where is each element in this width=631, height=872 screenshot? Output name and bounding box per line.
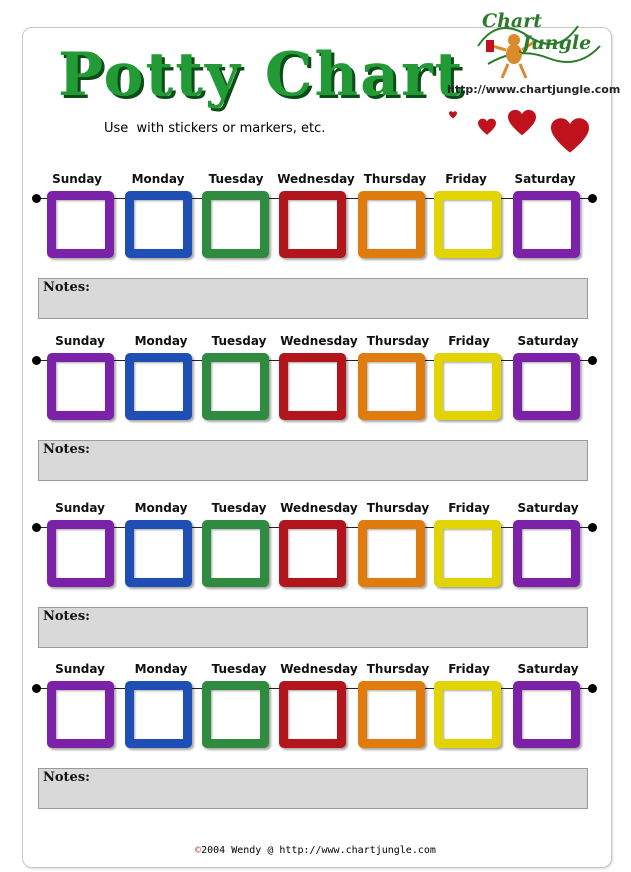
string-pin-right xyxy=(588,356,597,365)
day-label-thursday: Thursday xyxy=(363,172,427,186)
sticker-box-thursday[interactable] xyxy=(358,353,425,420)
sticker-box-thursday[interactable] xyxy=(358,681,425,748)
footer-copyright xyxy=(0,845,631,856)
sticker-box-wednesday[interactable] xyxy=(279,520,346,587)
day-label-thursday: Thursday xyxy=(366,501,430,515)
day-label-tuesday: Tuesday xyxy=(208,172,264,186)
sticker-box-wednesday[interactable] xyxy=(279,681,346,748)
footer-text: 2004 Wendy @ http://www.chartjungle.com xyxy=(201,845,436,856)
heart-icon xyxy=(478,118,496,136)
day-label-friday: Friday xyxy=(448,662,490,676)
sticker-box-sunday[interactable] xyxy=(47,191,114,258)
notes-label: Notes: xyxy=(43,442,90,457)
sticker-box-thursday[interactable] xyxy=(358,191,425,258)
sticker-box-friday[interactable] xyxy=(434,353,501,420)
day-label-saturday: Saturday xyxy=(514,172,576,186)
sticker-box-tuesday[interactable] xyxy=(202,353,269,420)
sticker-box-saturday[interactable] xyxy=(513,353,580,420)
day-label-sunday: Sunday xyxy=(55,501,105,515)
day-label-wednesday: Wednesday xyxy=(280,662,358,676)
sticker-box-monday[interactable] xyxy=(125,353,192,420)
string-pin-left xyxy=(32,356,41,365)
heart-icon xyxy=(449,111,457,119)
day-label-saturday: Saturday xyxy=(517,662,579,676)
sticker-box-wednesday[interactable] xyxy=(279,191,346,258)
sticker-box-tuesday[interactable] xyxy=(202,191,269,258)
string-pin-left xyxy=(32,194,41,203)
sticker-box-sunday[interactable] xyxy=(47,681,114,748)
day-label-monday: Monday xyxy=(134,334,188,348)
day-label-sunday: Sunday xyxy=(52,172,102,186)
heart-icon xyxy=(508,109,536,137)
day-label-thursday: Thursday xyxy=(366,334,430,348)
page-title: Potty Chart xyxy=(58,40,465,110)
string-pin-left xyxy=(32,523,41,532)
page-subtitle: Use with stickers or markers, etc. xyxy=(104,121,326,136)
string-pin-left xyxy=(32,684,41,693)
day-label-thursday: Thursday xyxy=(366,662,430,676)
day-label-tuesday: Tuesday xyxy=(211,501,267,515)
notes-box[interactable] xyxy=(38,607,588,648)
sticker-box-thursday[interactable] xyxy=(358,520,425,587)
notes-box[interactable] xyxy=(38,768,588,809)
sticker-box-saturday[interactable] xyxy=(513,681,580,748)
logo-word-jungle: Jungle xyxy=(522,32,592,54)
day-label-monday: Monday xyxy=(134,662,188,676)
sticker-box-sunday[interactable] xyxy=(47,520,114,587)
sticker-box-monday[interactable] xyxy=(125,681,192,748)
sticker-box-friday[interactable] xyxy=(434,681,501,748)
day-label-friday: Friday xyxy=(448,501,490,515)
chartjungle-logo xyxy=(468,6,608,80)
notes-box[interactable] xyxy=(38,440,588,481)
notes-label: Notes: xyxy=(43,770,90,785)
day-label-monday: Monday xyxy=(134,501,188,515)
string-pin-right xyxy=(588,194,597,203)
sticker-box-friday[interactable] xyxy=(434,520,501,587)
sticker-box-saturday[interactable] xyxy=(513,191,580,258)
day-label-wednesday: Wednesday xyxy=(280,501,358,515)
copyright-symbol: © xyxy=(195,845,202,856)
website-url: http://www.chartjungle.com xyxy=(447,83,621,96)
day-label-monday: Monday xyxy=(131,172,185,186)
day-label-tuesday: Tuesday xyxy=(211,662,267,676)
sticker-box-sunday[interactable] xyxy=(47,353,114,420)
day-label-sunday: Sunday xyxy=(55,334,105,348)
sticker-box-wednesday[interactable] xyxy=(279,353,346,420)
day-label-saturday: Saturday xyxy=(517,501,579,515)
sticker-box-monday[interactable] xyxy=(125,191,192,258)
notes-label: Notes: xyxy=(43,280,90,295)
sticker-box-friday[interactable] xyxy=(434,191,501,258)
day-label-tuesday: Tuesday xyxy=(211,334,267,348)
notes-label: Notes: xyxy=(43,609,90,624)
string-pin-right xyxy=(588,523,597,532)
sticker-box-saturday[interactable] xyxy=(513,520,580,587)
day-label-wednesday: Wednesday xyxy=(277,172,355,186)
logo-word-chart: Chart xyxy=(482,10,543,32)
heart-icon xyxy=(551,117,589,155)
day-label-wednesday: Wednesday xyxy=(280,334,358,348)
sticker-box-monday[interactable] xyxy=(125,520,192,587)
string-pin-right xyxy=(588,684,597,693)
sticker-box-tuesday[interactable] xyxy=(202,520,269,587)
day-label-saturday: Saturday xyxy=(517,334,579,348)
day-label-sunday: Sunday xyxy=(55,662,105,676)
notes-box[interactable] xyxy=(38,278,588,319)
day-label-friday: Friday xyxy=(445,172,487,186)
sticker-box-tuesday[interactable] xyxy=(202,681,269,748)
day-label-friday: Friday xyxy=(448,334,490,348)
